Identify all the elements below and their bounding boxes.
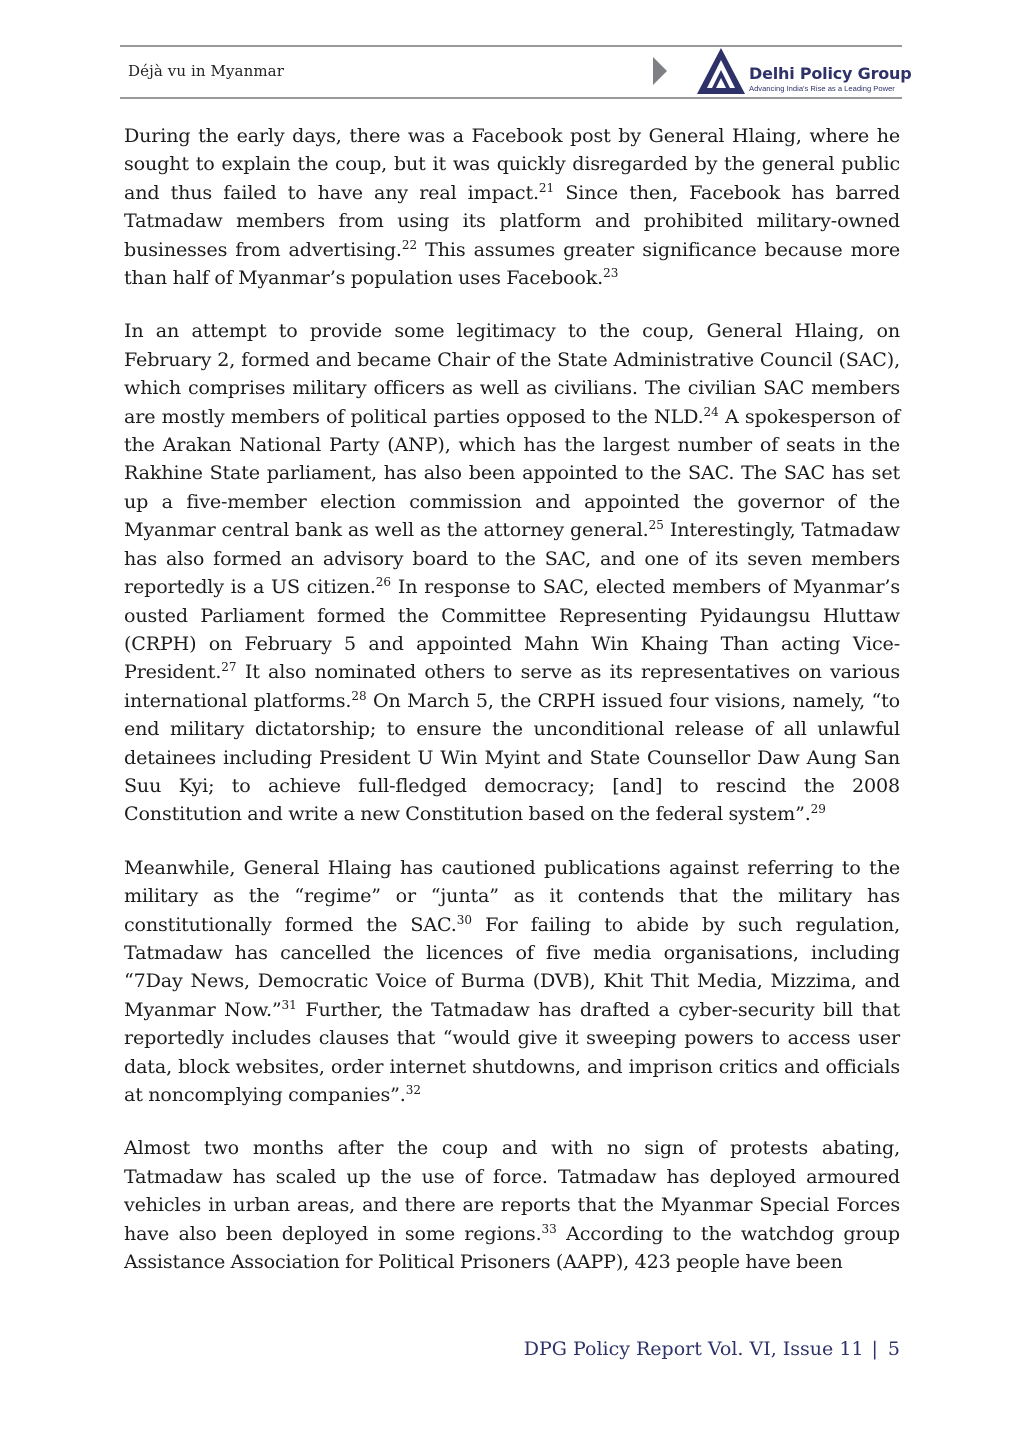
paragraph	[124, 1134, 900, 1276]
paragraph	[124, 854, 900, 1110]
page-number: 5	[887, 1338, 900, 1360]
dpg-triangle-logo-icon	[694, 46, 748, 96]
paragraph-text: Further, the Tatmadaw has drafted a cyber-security bill that reportedly includes clauses that “would give it sweeping powers to access user data, block websites, order internet shutdowns, and imprison critics and officials at noncomplying companies”.	[124, 997, 901, 1106]
paragraph-text: This assumes greater significance because more than half of Myanmar’s population uses Facebook.	[124, 237, 900, 290]
paragraph-text: According to the watchdog group Assistance Association for Political Prisoners (AAPP), 423 people have been	[124, 1221, 900, 1274]
paragraph	[124, 317, 900, 828]
running-title: Déjà vu in Myanmar	[128, 62, 284, 80]
dpg-logo	[694, 46, 912, 96]
footnote-ref[interactable]: 23	[603, 266, 619, 281]
paragraph-text: During the early days, there was a Facebook post by General Hlaing, where he sought to explain the coup, but it was quickly disregarded by the general public and thus failed to have any real impact.	[124, 124, 900, 204]
paragraph-text: In an attempt to provide some legitimacy to the coup, General Hlaing, on February 2, formed and became Chair of the State Administrative Council (SAC), which comprises military officers as well as civilians. The civilian SAC members are mostly members of political parties opposed to the NLD.	[124, 319, 900, 428]
header-bottom-rule	[120, 97, 902, 99]
footnote-ref[interactable]: 22	[401, 237, 418, 252]
paragraph-text: It also nominated others to serve as its representatives on various international platforms.	[124, 660, 900, 712]
footer-separator: |	[871, 1338, 878, 1360]
footnote-ref[interactable]: 25	[648, 518, 664, 533]
paragraph-text: On March 5, the CRPH issued four visions, namely, “to end military dictatorship; to ensure the unconditional release of all unlawful detainees including President U Win Myint and State Counsellor Daw Aung San Suu Kyi; to achieve full-fledged democracy; [and] to rescind the 2008 Constitution and write a new Constitution based on the federal system”.	[124, 688, 900, 826]
footnote-ref[interactable]: 33	[541, 1221, 557, 1236]
footnote-ref[interactable]: 29	[810, 802, 826, 817]
footnote-ref[interactable]: 32	[405, 1083, 421, 1097]
paragraph-text: In response to SAC, elected members of Myanmar’s ousted Parliament formed the Committee Representing Pyidaungsu Hluttaw (CRPH) on February 5 and appointed Mahn Win Khaing Than acting Vice-President.	[124, 575, 900, 684]
page-footer	[524, 1338, 900, 1360]
footnote-ref[interactable]: 28	[351, 688, 367, 703]
logo-tagline: Advancing India's Rise as a Leading Power	[749, 84, 895, 93]
footnote-ref[interactable]: 31	[281, 997, 297, 1012]
footnote-ref[interactable]: 27	[221, 660, 237, 675]
paragraph	[124, 122, 900, 292]
paragraph-text: Almost two months after the coup and with no sign of protests abating, Tatmadaw has scaled up the use of force. Tatmadaw has deployed armoured vehicles in urban areas, and there are reports that the Myanmar Special Forces have also been deployed in some regions.	[124, 1136, 900, 1245]
footnote-ref[interactable]: 30	[456, 912, 472, 927]
header-arrow-icon	[653, 57, 667, 85]
logo-name: Delhi Policy Group	[749, 64, 912, 83]
paragraph-text: Since then, Facebook has barred Tatmadaw members from using its platform and prohibited military-owned businesses from advertising.	[124, 180, 900, 261]
paragraph-text: For failing to abide by such regulation, Tatmadaw has cancelled the licences of five media organisations, including “7Day News, Democratic Voice of Burma (DVB), Khit Thit Media, Mizzima, and Myanmar Now.”	[124, 912, 900, 1021]
paragraph-text: Interestingly, Tatmadaw has also formed an advisory board to the SAC, and one of its seven members reportedly is a US citizen.	[124, 518, 900, 599]
footnote-ref[interactable]: 26	[375, 575, 392, 590]
report-label: DPG Policy Report Vol. VI, Issue 11	[523, 1338, 864, 1360]
paragraph-text: Meanwhile, General Hlaing has cautioned publications against referring to the military as the “regime” or “junta” as it contends that the military has constitutionally formed the SAC.	[124, 855, 900, 936]
footnote-ref[interactable]: 24	[703, 404, 719, 419]
paragraph-text: A spokesperson of the Arakan National Party (ANP), which has the largest number of seats in the Rakhine State parliament, has also been appointed to the SAC. The SAC has set up a five-member election commission and appointed the governor of the Myanmar central bank as well as the attorney general.	[124, 404, 900, 542]
article-body	[124, 122, 900, 1276]
footnote-ref[interactable]: 21	[538, 180, 555, 195]
